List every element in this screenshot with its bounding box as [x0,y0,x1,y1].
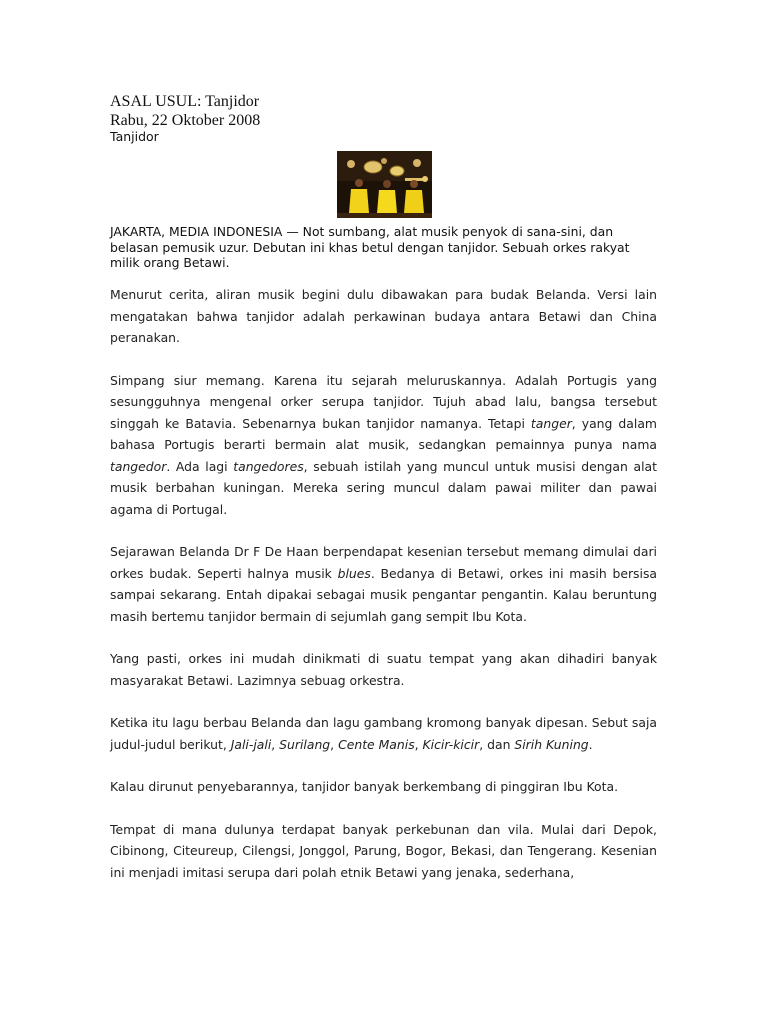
p3-text-a: Sejarawan Belanda Dr F De Haan berpendapat kesenian tersebut memang dimulai dari orkes budak. Seperti halnya musik [110,544,657,581]
song-jali-jali: Jali-jali [230,736,272,752]
separator: , [271,736,280,752]
separator: , [414,736,423,752]
song-kicir-kicir: Kicir-kicir [422,736,480,752]
separator: , dan [479,736,515,752]
p2-text-b: , yang dalam bahasa Portugis berarti bermain alat musik, sedangkan pemainnya punya nama [110,415,657,452]
paragraph-6: Kalau dirunut penyebarannya, tanjidor banyak berkembang di pinggiran Ibu Kota. [110,779,619,794]
lead-paragraph: JAKARTA, MEDIA INDONESIA — Not sumbang, alat musik penyok di sana-sini, dan belasan pemusik uzur. Debutan ini khas betul dengan tanjidor. Sebuah orkes rakyat milik orang Betawi. [110,224,630,270]
term-tangedores: tangedores [233,458,304,474]
p2-text-a: Simpang siur memang. Karena itu sejarah meluruskannya. Adalah Portugis yang sesungguhnya mengenal orker serupa tanjidor. Tujuh abad lalu, bangsa tersebut singgah ke Batavia. Sebenarnya bukan tanjidor namanya. Tetapi [110,372,657,431]
tanjidor-band-photo [337,151,432,218]
band-photo-illustration [337,151,432,218]
term-blues: blues [337,565,371,581]
article-title: ASAL USUL: Tanjidor [110,93,260,110]
paragraph-5 [110,712,657,755]
song-surilang: Surilang [279,736,331,752]
p2-text-d: , sebuah istilah yang muncul untuk musisi dengan alat musik berbahan kuningan. Mereka sering muncul dalam pawai militer dan pawai agama di Portugal. [110,458,657,517]
paragraph-1: Menurut cerita, aliran musik begini dulu dibawakan para budak Belanda. Versi lain mengatakan bahwa tanjidor adalah perkawinan budaya antara Betawi dan China peranakan. [110,287,657,345]
paragraph-3 [110,541,657,627]
separator: . [588,736,593,752]
term-tangedor: tangedor [110,458,167,474]
article-date: Rabu, 22 Oktober 2008 [110,112,261,129]
paragraph-2 [110,370,657,521]
term-tanger: tanger [530,415,572,431]
p5-text-a: Ketika itu lagu berbau Belanda dan lagu gambang kromong banyak dipesan. Sebut saja judul-judul berikut, [110,715,657,752]
p3-text-b: . Bedanya di Betawi, orkes ini masih bersisa sampai sekarang. Entah dipakai sebagai musik pengantar pengantin. Kalau beruntung masih bertemu tanjidor bermain di sejumlah gang sempit Ibu Kota. [110,565,657,624]
p2-text-c: . Ada lagi [166,458,234,474]
song-cente-manis: Cente Manis [338,736,415,752]
paragraph-4: Yang pasti, orkes ini mudah dinikmati di suatu tempat yang akan dihadiri banyak masyarakat Betawi. Lazimnya sebuag orkestra. [110,651,657,688]
article-subtitle: Tanjidor [110,129,159,144]
song-sirih-kuning: Sirih Kuning [514,736,589,752]
separator: , [330,736,339,752]
paragraph-7: Tempat di mana dulunya terdapat banyak perkebunan dan vila. Mulai dari Depok, Cibinong, Citeureup, Cilengsi, Jonggol, Parung, Bogor, Bekasi, dan Tengerang. Kesenian ini menjadi imitasi serupa dari polah etnik Betawi yang jenaka, sederhana, [110,821,657,880]
article-body [110,284,657,904]
